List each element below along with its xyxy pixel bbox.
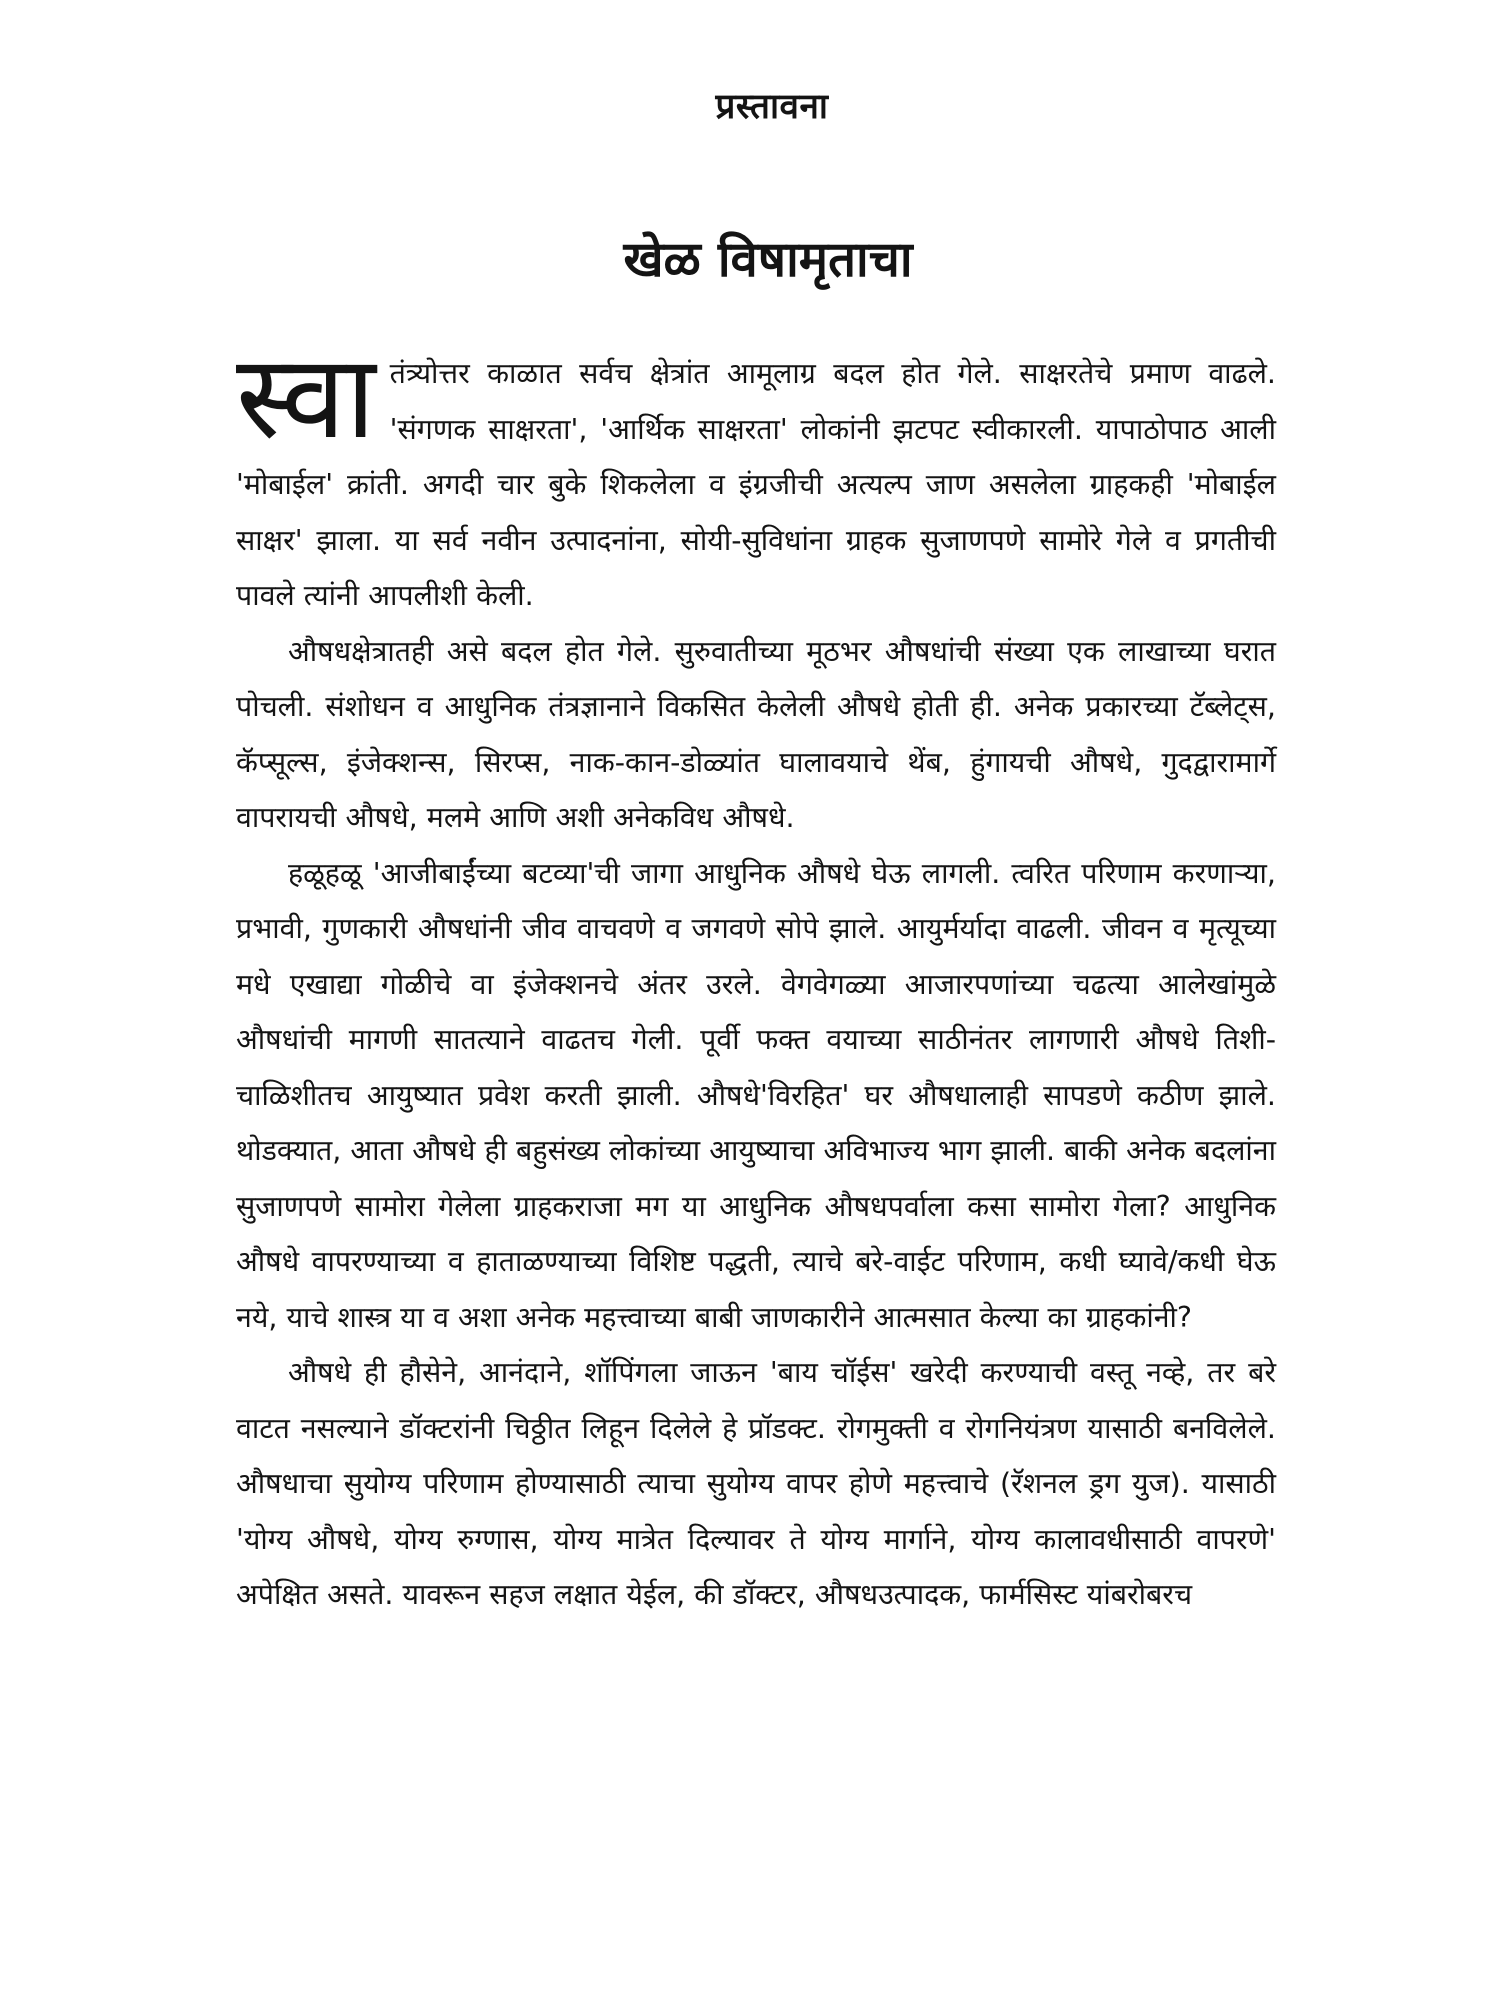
- section-label: प्रस्तावना: [715, 87, 829, 127]
- paragraph-1: [236, 330, 1276, 624]
- paragraph-1-text: तंत्र्योत्तर काळात सर्वच क्षेत्रांत आमूलाग्र बदल होत गेले. साक्षरतेचे प्रमाण वाढले. 'संगणक साक्षरता', 'आर्थिक साक्षरता' लोकांनी झटपट स्वीकारली. यापाठोपाठ आली 'मोबाईल' क्रांती. अगदी चार बुके शिकलेला व इंग्रजीची अत्यल्प जाण असलेला ग्राहकही 'मोबाईल साक्षर' झाला. या सर्व नवीन उत्पादनांना, सोयी-सुविधांना ग्राहक सुजाणपणे सामोरे गेले व प्रगतीची पावले त्यांनी आपलीशी केली.: [236, 357, 1276, 612]
- drop-cap: स्वा: [236, 330, 376, 465]
- chapter-title: खेळ विषामृताचा: [623, 231, 913, 288]
- paragraph-4: औषधे ही हौसेने, आनंदाने, शॉपिंगला जाऊन 'बाय चॉईस' खरेदी करण्याची वस्तू नव्हे, तर बरे वाटत नसल्याने डॉक्टरांनी चिठ्ठीत लिहून दिलेले हे प्रॉडक्ट. रोगमुक्ती व रोगनियंत्रण यासाठी बनविलेले. औषधाचा सुयोग्य परिणाम होण्यासाठी त्याचा सुयोग्य वापर होणे महत्त्वाचे (रॅशनल ड्रग युज). यासाठी 'योग्य औषधे, योग्य रुग्णास, योग्य मात्रेत दिल्यावर ते योग्य मार्गाने, योग्य कालावधीसाठी वापरणे' अपेक्षित असते. यावरून सहज लक्षात येईल, की डॉक्टर, औषधउत्पादक, फार्मसिस्ट यांबरोबरच: [236, 1356, 1276, 1611]
- body-text: [236, 330, 1276, 1623]
- paragraph-2: औषधक्षेत्रातही असे बदल होत गेले. सुरुवातीच्या मूठभर औषधांची संख्या एक लाखाच्या घरात पोचली. संशोधन व आधुनिक तंत्रज्ञानाने विकसित केलेली औषधे होती ही. अनेक प्रकारच्या टॅब्लेट्स, कॅप्सूल्स, इंजेक्शन्स, सिरप्स, नाक-कान-डोळ्यांत घालावयाचे थेंब, हुंगायची औषधे, गुदद्वारामार्गे वापरायची औषधे, मलमे आणि अशी अनेकविध औषधे.: [236, 634, 1276, 834]
- book-page: [236, 87, 1276, 1970]
- paragraph-3: हळूहळू 'आजीबाईंच्या बटव्या'ची जागा आधुनिक औषधे घेऊ लागली. त्वरित परिणाम करणाऱ्या, प्रभावी, गुणकारी औषधांनी जीव वाचवणे व जगवणे सोपे झाले. आयुर्मर्यादा वाढली. जीवन व मृत्यूच्या मधे एखाद्या गोळीचे वा इंजेक्शनचे अंतर उरले. वेगवेगळ्या आजारपणांच्या चढत्या आलेखांमुळे औषधांची मागणी सातत्याने वाढतच गेली. पूर्वी फक्त वयाच्या साठीनंतर लागणारी औषधे तिशी-चाळिशीतच आयुष्यात प्रवेश करती झाली. औषधे'विरहित' घर औषधालाही सापडणे कठीण झाले. थोडक्यात, आता औषधे ही बहुसंख्य लोकांच्या आयुष्याचा अविभाज्य भाग झाली. बाकी अनेक बदलांना सुजाणपणे सामोरा गेलेला ग्राहकराजा मग या आधुनिक औषधपर्वाला कसा सामोरा गेला? आधुनिक औषधे वापरण्याच्या व हाताळण्याच्या विशिष्ट पद्धती, त्याचे बरे-वाईट परिणाम, कधी घ्यावे/कधी घेऊ नये, याचे शास्त्र या व अशा अनेक महत्त्वाच्या बाबी जाणकारीने आत्मसात केल्या का ग्राहकांनी?: [236, 856, 1276, 1334]
